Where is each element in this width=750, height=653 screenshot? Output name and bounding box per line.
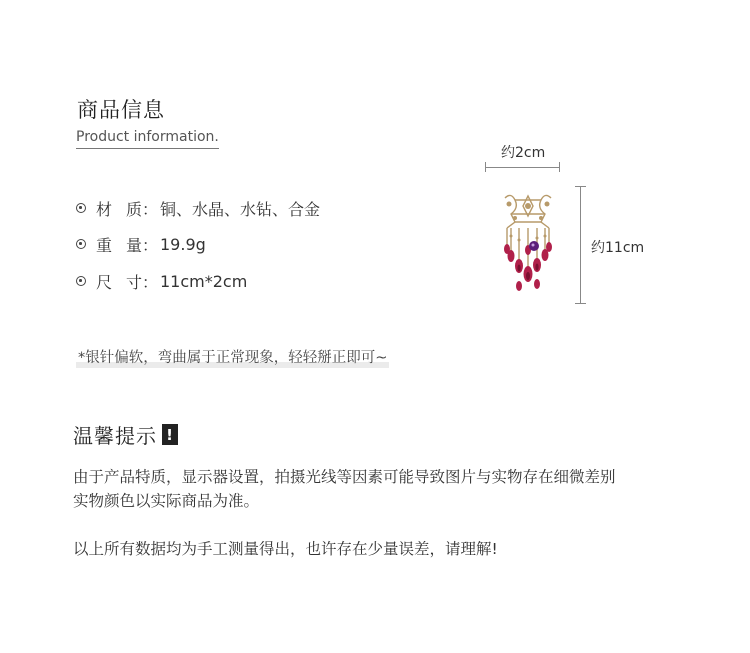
spec-label: 材 质：	[96, 199, 158, 219]
width-dimension-label: 约2cm	[501, 145, 546, 161]
product-info-subtitle: Product information.	[76, 129, 219, 149]
radio-bullet-icon	[76, 239, 86, 249]
width-dimension-line	[485, 167, 559, 168]
width-dimension-tick-left	[485, 162, 486, 172]
width-dimension-tick-right	[559, 162, 560, 172]
height-dimension-tick-bottom	[575, 303, 586, 304]
tips-line-1: 由于产品特质，显示器设置，拍摄光线等因素可能导致图片与实物存在细微差别	[73, 468, 616, 486]
radio-bullet-icon	[76, 203, 86, 213]
height-dimension-tick-top	[575, 186, 586, 187]
product-info-title: 商品信息	[77, 98, 165, 122]
radio-bullet-icon	[76, 276, 86, 286]
warm-tips-title	[73, 420, 178, 449]
spec-label: 尺 寸：	[96, 272, 158, 292]
height-dimension-label: 约11cm	[591, 240, 645, 256]
height-dimension-line	[580, 186, 581, 303]
spec-row-size	[76, 269, 247, 293]
warm-tips-title-text: 温馨提示	[73, 424, 157, 448]
spec-row-material	[76, 196, 320, 220]
exclamation-icon: !	[162, 424, 178, 445]
spec-value: 铜、水晶、水钻、合金	[160, 199, 321, 219]
spec-row-weight	[76, 232, 206, 256]
tips-line-2: 实物颜色以实际商品为准。	[73, 492, 260, 510]
spec-value: 11cm*2cm	[160, 271, 248, 291]
tips-line-3: 以上所有数据均为手工测量得出，也许存在少量误差，请理解!	[73, 540, 498, 558]
spec-value: 19.9g	[160, 234, 206, 254]
tassel-earring-icon	[497, 192, 559, 296]
spec-label: 重 量：	[96, 235, 158, 255]
care-note: *银针偏软，弯曲属于正常现象，轻轻掰正即可~	[76, 346, 389, 368]
